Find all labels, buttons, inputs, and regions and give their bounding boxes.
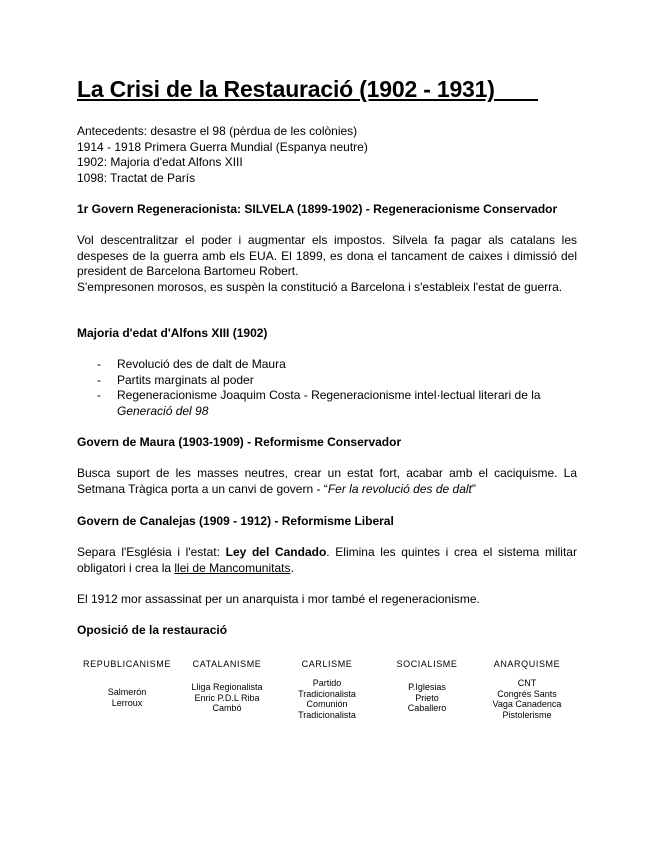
column-header: CATALANISME <box>192 659 262 669</box>
column-header: SOCIALISME <box>396 659 458 669</box>
canalejas-end <box>77 592 577 608</box>
column-entry: Congrés Sants <box>497 688 557 699</box>
column-header: ANARQUISME <box>493 659 561 669</box>
majoria-heading: Majoria d'edat d'Alfons XIII (1902) <box>77 326 268 340</box>
canalejas-heading: Govern de Canalejas (1909 - 1912) - Reformisme Liberal <box>77 514 394 528</box>
column-entry: Prieto <box>415 692 439 703</box>
maura-section <box>77 435 577 451</box>
column-entry: Pistolerisme <box>502 709 552 720</box>
oposicio-column <box>377 656 477 720</box>
column-entry: Salmerón <box>107 687 147 697</box>
silvela-paragraph-2: S'empresonen morosos, es suspèn la constitució a Barcelona i s'estableix l'estat de guerra. <box>77 279 563 294</box>
column-entry: Cambó <box>212 703 242 713</box>
llei-mancomunitats-link: llei de Mancomunitats <box>174 560 291 575</box>
column-entry: Lerroux <box>111 697 143 708</box>
column-entry: Comunión <box>306 699 348 709</box>
oposicio-column <box>177 656 277 720</box>
majoria-section <box>77 326 577 342</box>
maura-body <box>77 466 577 497</box>
column-header: CARLISME <box>301 659 353 669</box>
canalejas-paragraph-2: El 1912 mor assassinat per un anarquista i mor també el regeneracionisme. <box>77 592 480 606</box>
canalejas-body <box>77 545 577 576</box>
antecedents-line: 1914 - 1918 Primera Guerra Mundial (Espanya neutre) <box>77 139 368 154</box>
majoria-list <box>77 357 577 419</box>
canalejas-paragraph: Separa l'Església i l'estat: Ley del Candado. Elimina les quintes i crea el sistema militar obligatori i crea la llei de Mancomunitats. <box>77 545 577 575</box>
list-item: - Regeneracionisme Joaquim Costa - Regeneracionisme intel·lectual literari de la Generació del 98 <box>77 388 577 419</box>
antecedents-line: 1098: Tractat de París <box>77 170 196 185</box>
canalejas-section <box>77 514 577 530</box>
silvela-heading: 1r Govern Regeneracionista: SILVELA (1899-1902) - Regeneracionisme Conservador <box>77 202 558 216</box>
majoria-list-block <box>77 357 577 419</box>
oposicio-section <box>77 623 577 639</box>
silvela-paragraph: Vol descentralitzar el poder i augmentar els impostos. Silvela fa pagar als catalans les despeses de la guerra amb els EUA. El 1899, es dona el tancament de caixes i dimissió del president de Barcelona Bartomeu Robert. <box>77 233 577 278</box>
maura-quote: Fer la revolució des de dalt <box>327 481 472 496</box>
column-entry: CNT <box>517 678 537 688</box>
page-title: La Crisi de la Restauració (1902 - 1931) <box>77 76 539 102</box>
column-entry: Enric P.D.L Riba <box>194 692 260 703</box>
antecedents-line: Antecedents: desastre el 98 (pèrdua de les colònies) <box>77 124 358 138</box>
oposicio-heading: Oposició de la restauració <box>77 623 228 637</box>
column-entry: Tradicionalista <box>298 709 356 720</box>
column-entry: P.Iglesias <box>408 682 446 692</box>
oposicio-column <box>277 656 377 720</box>
oposicio-column <box>77 656 177 720</box>
antecedents-section <box>77 124 577 186</box>
silvela-body <box>77 233 577 295</box>
antecedents-line: 1902: Majoria d'edat Alfons XIII <box>77 155 243 169</box>
ley-del-candado: Ley del Candado <box>225 545 327 559</box>
oposicio-table <box>77 656 577 720</box>
list-item: - Revolució des de dalt de Maura <box>77 357 577 373</box>
column-entry: Lliga Regionalista <box>191 682 263 692</box>
list-item: - Partits marginats al poder <box>77 373 577 389</box>
column-entry: Tradicionalista <box>298 688 356 699</box>
generacio-98-text: Generació del 98 <box>117 403 209 418</box>
oposicio-column <box>477 656 577 720</box>
column-header: REPUBLICANISME <box>83 659 171 669</box>
column-entry: Caballero <box>407 703 447 713</box>
maura-paragraph: Busca suport de les masses neutres, crear un estat fort, acabar amb el caciquisme. La Setmana Tràgica porta a un canvi de govern - “Fer la revolució des de dalt” <box>77 466 577 496</box>
column-entry: Vaga Canadenca <box>492 699 562 709</box>
maura-heading: Govern de Maura (1903-1909) - Reformisme Conservador <box>77 435 402 449</box>
silvela-section <box>77 202 577 218</box>
column-entry: Partido <box>312 678 342 688</box>
